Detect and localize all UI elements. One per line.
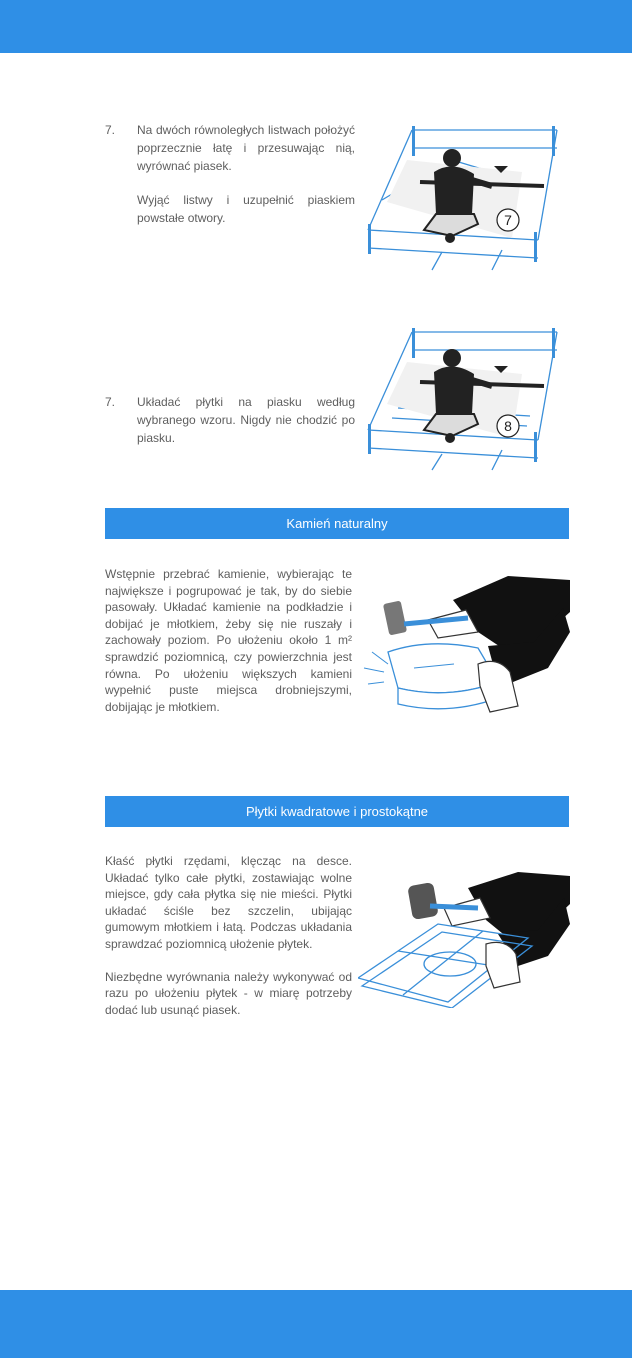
figure-number-label: 7 bbox=[504, 212, 512, 228]
section-paragraph: Wstępnie przebrać kamienie, wybierając te największe i pogrupować je tak, by do siebie pasowały. Układać kamienie na podkładzie i dobijać je młotkiem, żeby się nie ruszały i zachowały poziom. Po ułożeniu około 1 m² sprawdzić poziomnicą, czy powierzchnia jest równa. Po ułożeniu większych kamieni wypełnić puste miejsca drobniejszymi, dobijając je młotkiem. bbox=[105, 567, 352, 714]
step-paragraph: Na dwóch równoległych listwach położyć poprzecznie łatę i przesuwając nią, wyrównać piasek. bbox=[137, 123, 355, 173]
step-number: 7. bbox=[105, 395, 116, 409]
illustration-rubber-mallet-tiles bbox=[358, 868, 570, 1008]
illustration-leveling-sand bbox=[362, 120, 567, 275]
section-header-square-tiles: Płytki kwadratowe i prostokątne bbox=[105, 796, 569, 827]
section-header-natural-stone: Kamień naturalny bbox=[105, 508, 569, 539]
step-8-instruction bbox=[105, 393, 355, 447]
top-blue-band bbox=[0, 0, 632, 53]
natural-stone-text bbox=[105, 566, 352, 715]
illustration-hammering-stone bbox=[358, 572, 570, 724]
figure-number-label: 8 bbox=[504, 418, 512, 434]
step-7-instruction bbox=[105, 121, 355, 227]
step-paragraph: Układać płytki na piasku według wybranego wzoru. Nigdy nie chodzić po piasku. bbox=[137, 395, 355, 445]
illustration-laying-tiles bbox=[362, 322, 567, 472]
step-number: 7. bbox=[105, 123, 116, 137]
square-tiles-text bbox=[105, 853, 352, 1018]
section-paragraph: Niezbędne wyrównania należy wykonywać od razu po ułożeniu płytek - w miarę potrzeby dodać lub usunąć piasek. bbox=[105, 969, 352, 1017]
section-paragraph: Kłaść płytki rzędami, klęcząc na desce. Układać tylko całe płytki, zostawiając wolne miejsce, gdy cała płytka się nie mieści. Płytki układać ściśle bez szczelin, ubijając gumowym młotkiem i łatą. Podczas układania sprawdzać poziomnicą ułożenie płytek. bbox=[105, 854, 352, 951]
bottom-blue-band bbox=[0, 1290, 632, 1358]
step-paragraph: Wyjąć listwy i uzupełnić piaskiem powstałe otwory. bbox=[137, 193, 355, 225]
